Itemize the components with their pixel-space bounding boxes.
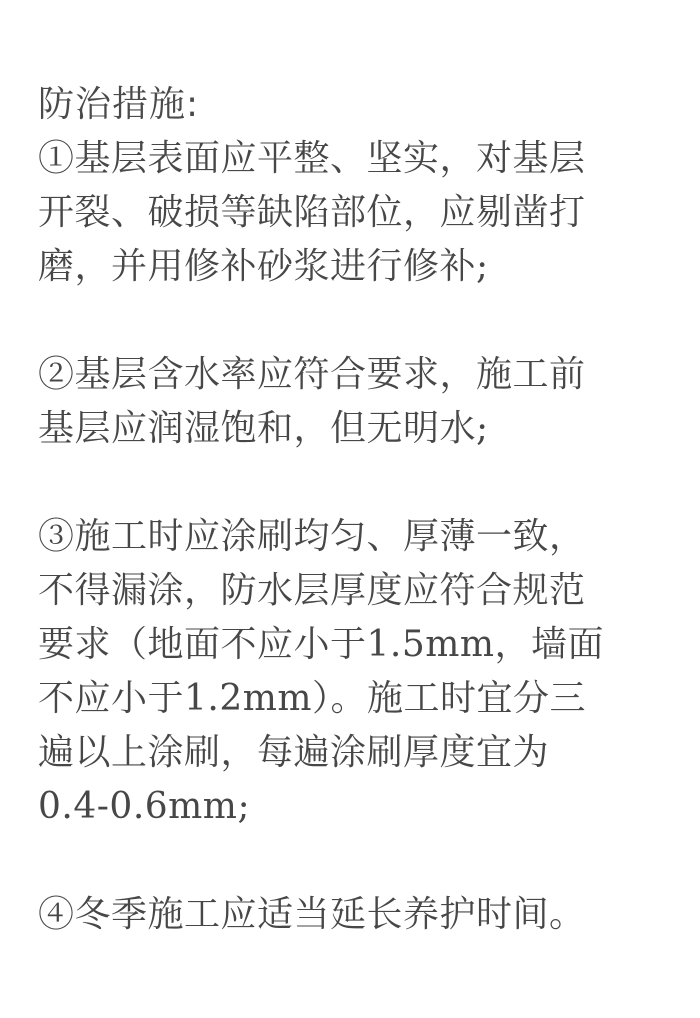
section-heading: 防治措施: (38, 84, 200, 125)
paragraph-spacer (38, 834, 678, 888)
text-line: 基层应润湿饱和，但无明水; (38, 408, 489, 449)
text-line: 要求（地面不应小于1.5mm，墙面 (38, 624, 605, 665)
measure-item-3 (38, 510, 678, 834)
text-line: 不应小于1.2mm）。施工时宜分三 (38, 678, 587, 719)
measure-item-2 (38, 348, 678, 456)
text-line: 不得漏涂，防水层厚度应符合规范 (38, 570, 586, 611)
text-line: 0.4-0.6mm; (38, 786, 251, 827)
text-line: ②基层含水率应符合要求，施工前 (38, 354, 586, 395)
text-line: 遍以上涂刷，每遍涂刷厚度宜为 (38, 732, 550, 773)
document-body (38, 78, 678, 942)
text-line: ④冬季施工应适当延长养护时间。 (38, 894, 586, 935)
text-line: ①基层表面应平整、坚实，对基层 (38, 138, 586, 179)
text-line: 开裂、破损等缺陷部位，应剔凿打 (38, 192, 586, 233)
text-line: 磨，并用修补砂浆进行修补; (38, 246, 489, 287)
measure-item-4 (38, 888, 678, 942)
paragraph-spacer (38, 294, 678, 348)
measure-item-1 (38, 132, 678, 294)
paragraph-spacer (38, 456, 678, 510)
text-line: ③施工时应涂刷均匀、厚薄一致， (38, 516, 586, 557)
